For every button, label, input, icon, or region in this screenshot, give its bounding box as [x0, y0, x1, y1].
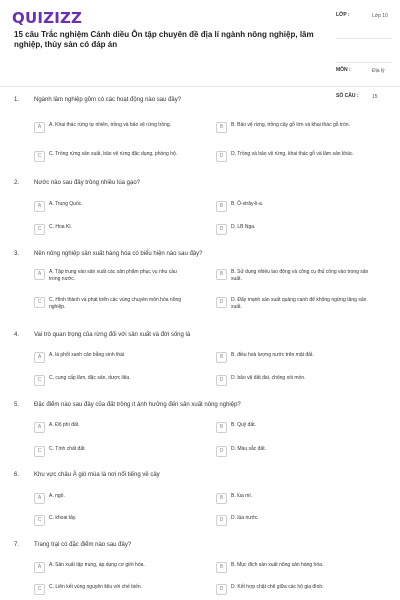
question-text: Nền nông nghiệp sản xuất hàng hóa có biểu hiện nào sau đây?	[34, 251, 203, 257]
option-text: C. Hoa Kì.	[49, 224, 73, 230]
option-text: D. bảo vệ đất đai, chống xói mòn.	[231, 375, 306, 381]
option-text: D. Trồng và bảo vệ rừng, khai thác gỗ và lâm sản khác.	[231, 151, 354, 157]
option-letter-box: C	[34, 515, 45, 526]
quizizz-logo[interactable]: QUIZIZZ	[12, 9, 83, 27]
option-text: D. Màu sắc đất.	[231, 446, 267, 452]
option-text: C. khoai tây.	[49, 515, 77, 521]
option-text: A. lá phổi xanh cân bằng sinh thái.	[49, 352, 126, 358]
question-number: 7.	[14, 542, 20, 548]
option-letter-box: C	[34, 151, 45, 162]
option-letter-box: C	[34, 297, 45, 308]
option-letter-box: A	[34, 201, 45, 212]
option-text: B. lúa mì.	[231, 493, 253, 499]
option-letter-box: C	[34, 224, 45, 235]
option-letter-box: A	[34, 562, 45, 573]
option-letter-box: C	[34, 584, 45, 595]
subject-label: MÔN :	[336, 67, 351, 73]
option-text: B. Ô-xtrây-li-a.	[231, 201, 264, 207]
question-text: Nước nào sau đây trồng nhiều lúa gạo?	[34, 180, 141, 186]
option-text: A. Độ phì đất.	[49, 422, 80, 428]
question-number: 1.	[14, 97, 20, 103]
option-letter-box: A	[34, 122, 45, 133]
option-text: B. Bảo vệ rừng, trồng cây gỗ lớn và khai thác gỗ tròn.	[231, 122, 350, 128]
question-text: Trang trại có đặc điểm nào sau đây?	[34, 542, 132, 548]
option-text: B. điều hoà lượng nước trên mặt đất.	[231, 352, 314, 358]
option-text: C. Tính chất đất.	[49, 446, 86, 452]
question-number: 6.	[14, 472, 20, 478]
meta-divider	[336, 62, 392, 63]
option-letter-box: D	[216, 375, 227, 386]
option-letter-box: B	[216, 269, 227, 280]
option-text: D. Kết hợp chặt chẽ giữa các hộ gia đình.	[231, 584, 324, 590]
option-text: A. ngô.	[49, 493, 65, 499]
worksheet-title: 15 câu Trắc nghiệm Cánh diều Ôn tập chuyên đề địa lí ngành nông nghiệp, lâm nghiệp, thủy sản có đáp án	[14, 30, 314, 49]
option-letter-box: C	[34, 375, 45, 386]
option-text: C. Liên kết vùng nguyên liệu với chế biến.	[49, 584, 143, 590]
option-letter-box: A	[34, 352, 45, 363]
class-label: LỚP :	[336, 12, 350, 18]
question-text: Vai trò quan trọng của rừng đối với sản xuất và đời sống là	[34, 332, 191, 338]
option-letter-box: C	[34, 446, 45, 457]
count-label: SỐ CÂU :	[336, 93, 359, 99]
worksheet-meta	[336, 12, 392, 100]
option-text: C. cung cấp lâm, đặc sản, dược liệu.	[49, 375, 131, 381]
count-value: 15	[372, 94, 378, 100]
question-number: 4.	[14, 332, 20, 338]
question-number: 2.	[14, 180, 20, 186]
option-letter-box: A	[34, 269, 45, 280]
option-letter-box: B	[216, 352, 227, 363]
option-letter-box: A	[34, 493, 45, 504]
question-number: 5.	[14, 402, 20, 408]
option-text: D. LB Nga.	[231, 224, 256, 230]
option-text: D. lúa nước.	[231, 515, 259, 521]
subject-value: Địa lý	[372, 68, 385, 74]
question-text: Khu vực châu Á gió mùa là nơi nổi tiếng về cây	[34, 472, 160, 478]
option-letter-box: D	[216, 151, 227, 162]
question-number: 3.	[14, 251, 20, 257]
option-text: A. Khai thác rừng tự nhiên, trồng và bảo vệ rừng trồng.	[49, 122, 172, 128]
option-letter-box: D	[216, 515, 227, 526]
option-letter-box: B	[216, 493, 227, 504]
option-text: C. Trồng rừng sản xuất, bảo vệ rừng đặc dụng, phòng hộ.	[49, 151, 178, 157]
option-letter-box: B	[216, 201, 227, 212]
question-text: Đặc điểm nào sau đây của đất trồng ít ảnh hưởng đến sản xuất nông nghiệp?	[34, 402, 241, 408]
option-letter-box: B	[216, 122, 227, 133]
option-text: A. Tập trung vào sản xuất các sản phẩm phục vụ nhu cầu trong nước.	[49, 269, 177, 282]
option-text: B. Mục đích sản xuất nông sản hàng hóa.	[231, 562, 324, 568]
option-text: B. Quỹ đất.	[231, 422, 257, 428]
class-value: Lớp 10	[372, 13, 388, 19]
option-text: A. Sản xuất tập trung, áp dụng cơ giới hóa.	[49, 562, 145, 568]
meta-divider	[336, 38, 392, 39]
option-letter-box: D	[216, 224, 227, 235]
option-letter-box: D	[216, 446, 227, 457]
option-letter-box: B	[216, 422, 227, 433]
question-text: Ngành lâm nghiệp gồm có các hoạt động nào sau đây?	[34, 97, 182, 103]
option-letter-box: D	[216, 584, 227, 595]
option-letter-box: A	[34, 422, 45, 433]
header-divider	[0, 86, 400, 87]
option-letter-box: D	[216, 297, 227, 308]
option-text: A. Trung Quốc.	[49, 201, 83, 207]
option-text: D. Đẩy mạnh sản xuất quảng canh để không ngừng tăng sản xuất.	[231, 297, 367, 310]
option-text: C. Hình thành và phát triển các vùng chuyên môn hóa nông nghiệp.	[49, 297, 182, 310]
option-text: B. Sử dụng nhiều lao động và công cụ thủ công vào trong sản xuất.	[231, 269, 369, 282]
option-letter-box: B	[216, 562, 227, 573]
